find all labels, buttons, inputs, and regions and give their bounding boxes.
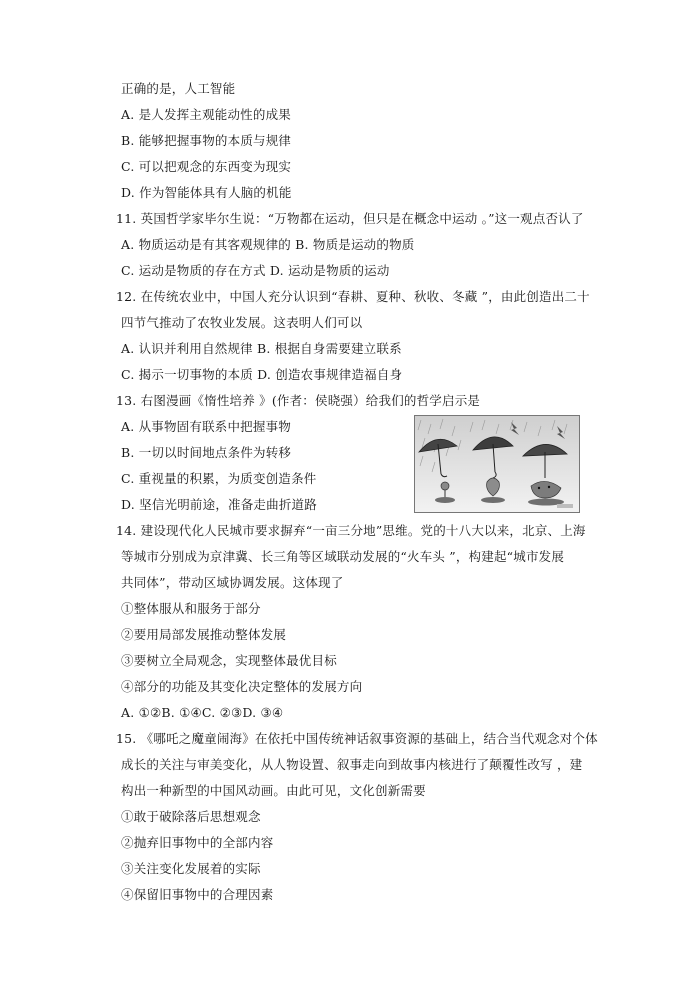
- line-1: A. 是人发挥主观能动性的成果: [121, 107, 291, 122]
- question-15: 15. 《哪吒之魔童闹海》在依托中国传统神话叙事资源的基础上，结合当代观念对个体: [116, 731, 598, 746]
- line-9: 四节气推动了农牧业发展。这表明人们可以: [121, 315, 363, 330]
- line-7: C. 运动是物质的存在方式 D. 运动是物质的运动: [121, 263, 390, 278]
- question-12: 12. 在传统农业中，中国人充分认识到“春耕、夏种、秋收、冬藏 ”，由此创造出二十: [116, 289, 590, 304]
- line-29: ②抛弃旧事物中的全部内容: [121, 835, 274, 850]
- line-14: B. 一切以时间地点条件为转移: [121, 445, 292, 460]
- line-13: A. 从事物固有联系中把握事物: [121, 419, 291, 434]
- line-23: ④部分的功能及其变化决定整体的发展方向: [121, 679, 363, 694]
- line-6: A. 物质运动是有其客观规律的 B. 物质是运动的物质: [121, 237, 415, 252]
- line-16: D. 坚信光明前途，准备走曲折道路: [121, 497, 317, 512]
- line-20: ①整体服从和服务于部分: [121, 601, 261, 616]
- line-27: 构出一种新型的中国风动画。由此可见，文化创新需要: [121, 783, 426, 798]
- line-4: D. 作为智能体具有人脑的机能: [121, 185, 292, 200]
- cartoon-image: [414, 415, 580, 513]
- line-26: 成长的关注与审美变化，从人物设置、叙事走向到故事内核进行了颠覆性改写 ，建: [121, 757, 583, 772]
- line-28: ①敢于破除落后思想观念: [121, 809, 261, 824]
- question-13: 13. 右图漫画《惰性培养 》(作者：侯晓强）给我们的哲学启示是: [116, 393, 481, 408]
- line-15: C. 重视量的积累，为质变创造条件: [121, 471, 317, 486]
- line-30: ③关注变化发展着的实际: [121, 861, 261, 876]
- line-3: C. 可以把观念的东西变为现实: [121, 159, 292, 174]
- line-31: ④保留旧事物中的合理因素: [121, 887, 274, 902]
- line-24: A. ①②B. ①④C. ②③D. ③④: [121, 705, 284, 720]
- question-11: 11. 英国哲学家毕尔生说：“万物都在运动，但只是在概念中运动 。”这一观点否认了: [116, 211, 584, 226]
- question-14: 14. 建设现代化人民城市要求摒弃“一亩三分地”思维。党的十八大以来，北京、上海: [116, 523, 586, 538]
- line-0: 正确的是，人工智能: [121, 81, 236, 96]
- line-11: C. 揭示一切事物的本质 D. 创造农事规律造福自身: [121, 367, 403, 382]
- line-10: A. 认识并利用自然规律 B. 根据自身需要建立联系: [121, 341, 402, 356]
- line-22: ③要树立全局观念，实现整体最优目标: [121, 653, 337, 668]
- line-21: ②要用局部发展推动整体发展: [121, 627, 287, 642]
- line-18: 等城市分别成为京津冀、长三角等区域联动发展的“火车头 ”，构建起“城市发展: [121, 549, 565, 564]
- line-2: B. 能够把握事物的本质与规律: [121, 133, 292, 148]
- line-19: 共同体”，带动区域协调发展。这体现了: [121, 575, 344, 590]
